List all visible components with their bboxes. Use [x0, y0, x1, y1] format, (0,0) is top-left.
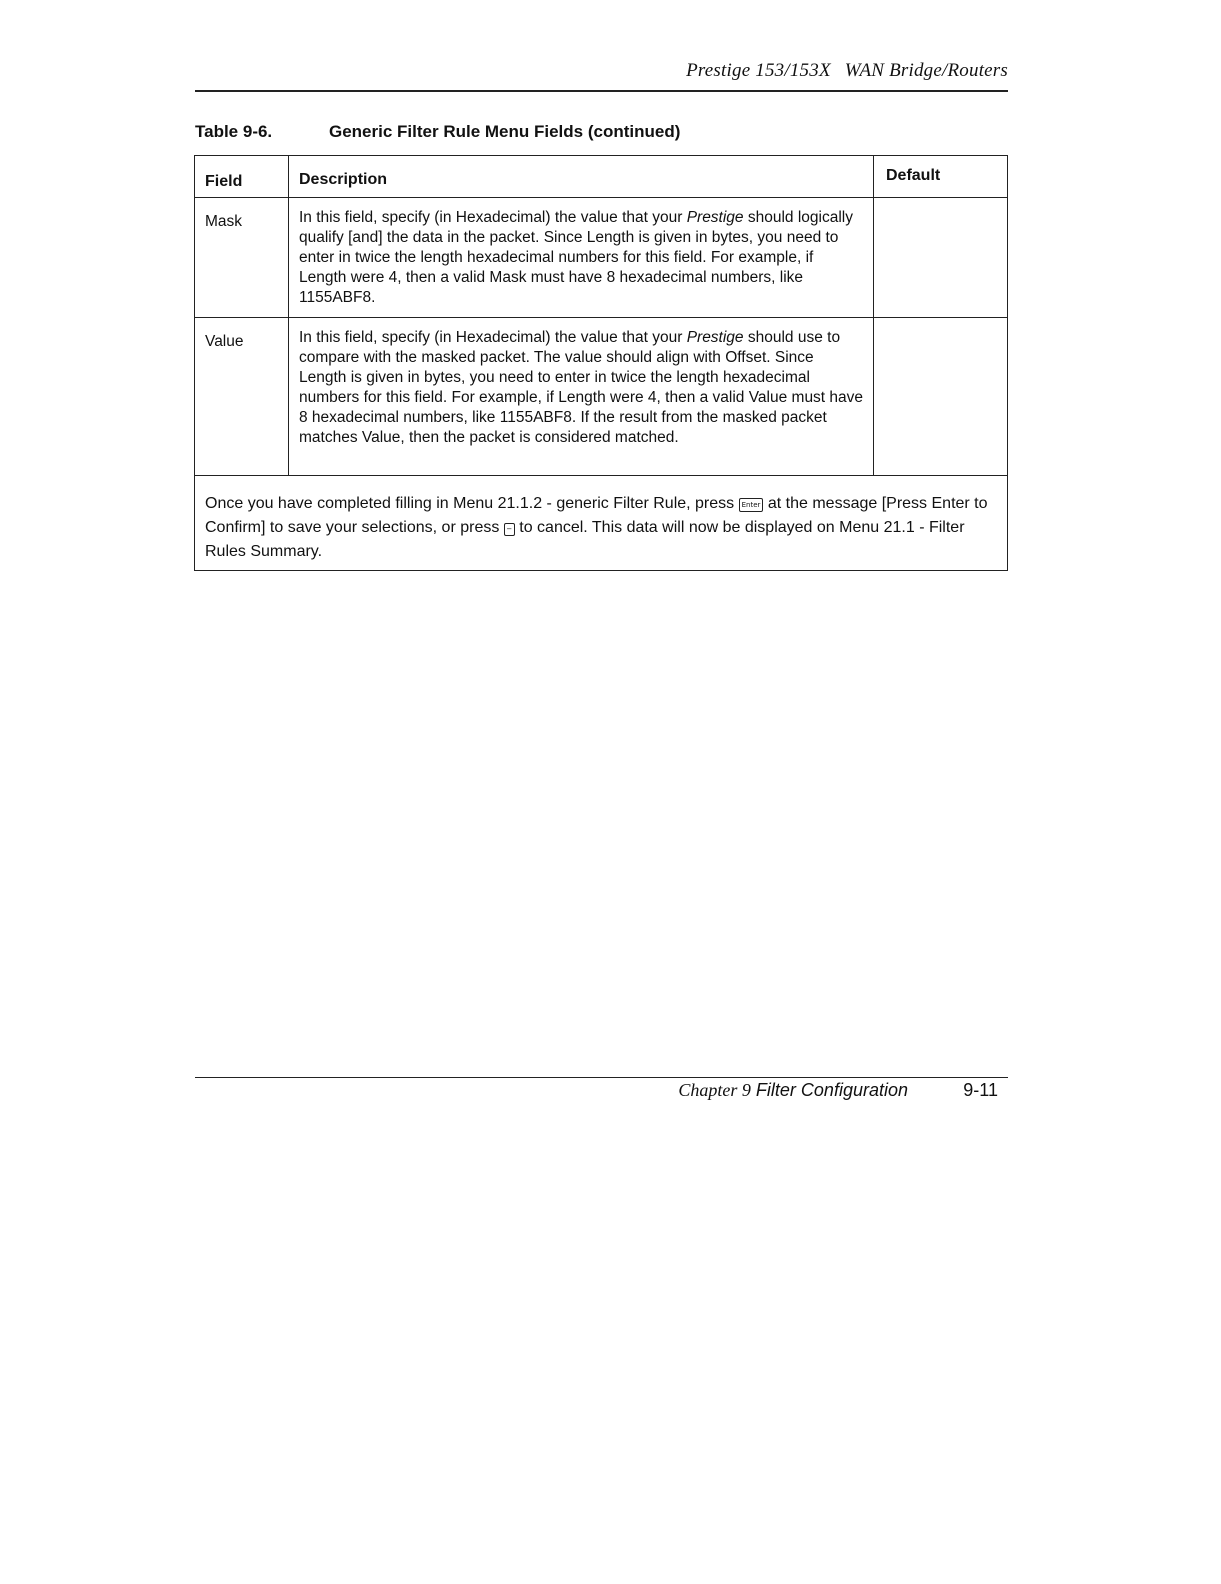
table-note: [195, 476, 1008, 571]
description-text: should logically qualify [and] the data in the packet. Since Length is given in bytes, you need to enter in twice the length hexadecimal numbers for this field. For example, if Length were 4, then a valid Mask must have 8 hexadecimal numbers, like 1155ABF8.: [299, 209, 853, 306]
table-row: [195, 318, 1008, 476]
note-text: Once you have completed filling in Menu 21.1.2 - generic Filter Rule, press: [205, 495, 735, 512]
table-note-row: [195, 476, 1008, 571]
description-text: In this field, specify (in Hexadecimal) the value that your: [299, 329, 687, 346]
table-row: [195, 198, 1008, 318]
product-name: Prestige 153/153X: [686, 60, 831, 81]
filter-fields-table: [194, 155, 1008, 571]
field-description-value: [289, 318, 874, 476]
page-number: 9-11: [963, 1080, 998, 1100]
enter-key-icon: Enter: [739, 498, 764, 512]
table-title: Generic Filter Rule Menu Fields (continued): [329, 122, 681, 141]
field-default-value: [874, 318, 1008, 476]
note-text: to cancel. This data will now be displayed on Menu 21.1 - Filter Rules Summary.: [205, 519, 965, 560]
description-text: In this field, specify (in Hexadecimal) the value that your: [299, 209, 687, 226]
footer-rule: [195, 1077, 1008, 1078]
chapter-reference: [678, 1080, 908, 1101]
running-header: [195, 60, 1008, 82]
chapter-title: Filter Configuration: [755, 1080, 908, 1100]
product-subtitle: WAN Bridge/Routers: [844, 60, 1008, 81]
field-name-mask: Mask: [195, 198, 289, 318]
product-emphasis: Prestige: [686, 209, 744, 226]
column-header-field: Field: [195, 156, 289, 198]
description-text: should use to compare with the masked packet. The value should align with Offset. Since Length is given in bytes, you need to enter in twice the length hexadecimal numbers for this field. For example, if Length were 4, then a valid Value must have 8 hexadecimal numbers, like 1155ABF8. If the result from the masked packet matches Value, then the packet is considered matched.: [299, 329, 864, 446]
escape-key-icon: −: [504, 523, 515, 536]
chapter-word: Chapter 9: [678, 1080, 751, 1100]
note-text: at the message [Press Enter to Confirm] to save your selections, or press: [205, 495, 988, 536]
table-number: Table 9-6.: [195, 122, 273, 141]
header-rule: [195, 90, 1008, 92]
field-name-value: Value: [195, 318, 289, 476]
column-header-description: Description: [289, 156, 874, 198]
table-caption: [195, 122, 680, 142]
field-description-mask: [289, 198, 874, 318]
table-header-row: [195, 156, 1008, 198]
field-default-mask: [874, 198, 1008, 318]
column-header-default: Default: [874, 156, 1008, 198]
product-emphasis: Prestige: [686, 329, 744, 346]
